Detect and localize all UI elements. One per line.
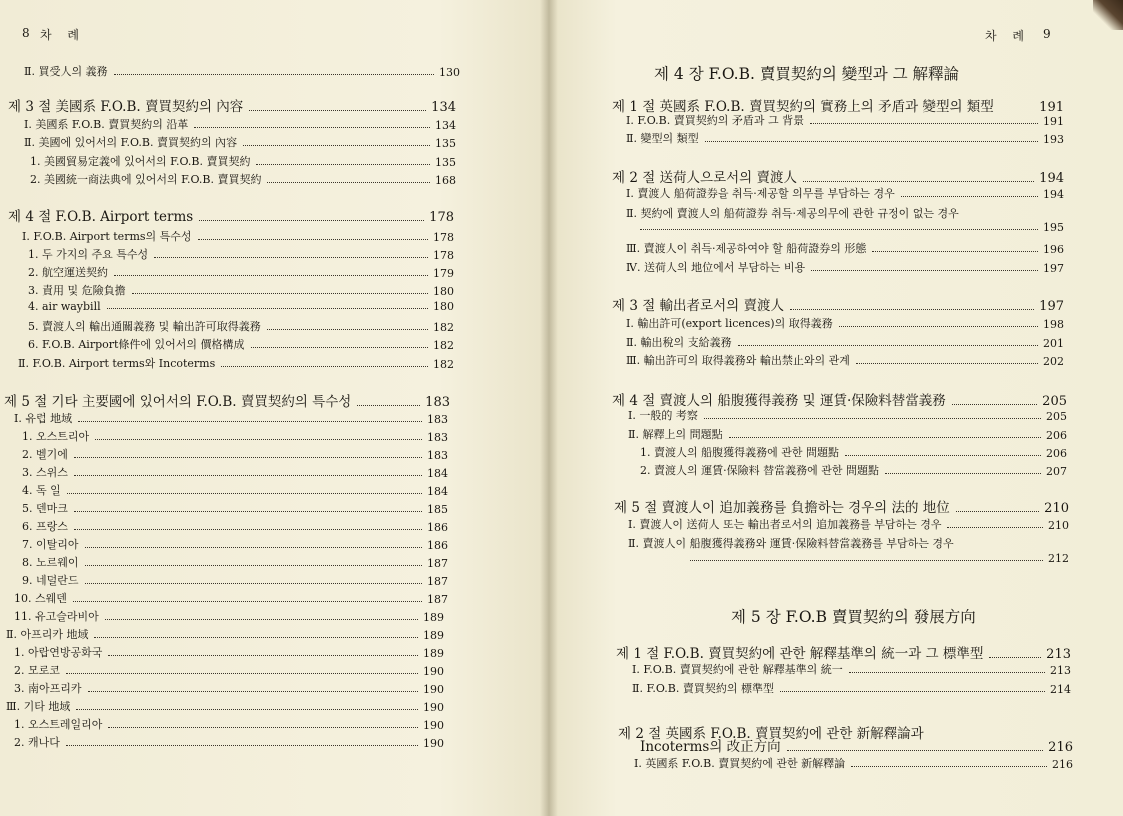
- section-title: 제 5 절 기타 主要國에 있어서의 F.O.B. 賣買契約의 특수성: [4, 394, 352, 410]
- toc-section: [8, 95, 456, 115]
- toc-entry: [30, 153, 456, 169]
- section-title: 제 3 절 輸出者로서의 賣渡人: [612, 298, 784, 314]
- toc-section: [616, 642, 1071, 662]
- entry-title: 9. 네덜란드: [22, 574, 79, 587]
- entry-title: 4. air waybill: [28, 300, 101, 313]
- toc-entry: [22, 518, 448, 534]
- toc-entry: [28, 246, 454, 262]
- entry-page: 190: [423, 737, 444, 750]
- entry-title: 2. 벨기에: [22, 448, 68, 461]
- toc-entry: Ⅱ. 賣渡人이 船腹獲得義務와 運賃·保險料替當義務를 부담하는 경우: [628, 537, 954, 550]
- section-title: 제 2 절 送荷人으로서의 賣渡人: [612, 170, 797, 186]
- toc-entry: [626, 112, 1064, 128]
- toc-entry: [14, 716, 444, 732]
- entry-title: 2. 캐나다: [14, 736, 60, 749]
- entry-title: Ⅲ. 기타 地域: [6, 700, 71, 713]
- entry-title: Ⅲ. 輸出許可의 取得義務와 輸出禁止와의 관계: [626, 354, 850, 367]
- section-title: 제 4 절 F.O.B. Airport terms: [8, 209, 194, 225]
- entry-page: 186: [427, 521, 448, 534]
- toc-entry: [14, 410, 448, 426]
- entry-page: 189: [423, 629, 444, 642]
- entry-title: Ⅱ. 買受人의 義務: [24, 65, 108, 78]
- entry-page: 198: [1043, 318, 1064, 331]
- right-running-head: 차 례: [985, 29, 1030, 43]
- entry-page: 186: [427, 539, 448, 552]
- entry-page: 183: [425, 395, 450, 410]
- toc-entry: [22, 536, 448, 552]
- toc-entry: [626, 315, 1064, 331]
- entry-page: 191: [1043, 115, 1064, 128]
- entry-title: 4. 독 일: [22, 484, 61, 497]
- entry-page: 135: [435, 137, 456, 150]
- entry-page: 178: [433, 249, 454, 262]
- entry-page: 216: [1052, 758, 1073, 771]
- toc-entry: [640, 462, 1067, 478]
- toc-entry: [634, 755, 1073, 771]
- entry-page: 178: [433, 231, 454, 244]
- toc-entry: [14, 590, 448, 606]
- entry-title: Ⅰ. 賣渡人 船荷證券을 취득·제공할 의무를 부담하는 경우: [626, 187, 895, 200]
- toc-entry: Ⅱ. 契約에 賣渡人의 船荷證券 취득·제공의무에 관한 규정이 없는 경우: [626, 207, 959, 220]
- entry-page: 135: [435, 156, 456, 169]
- entry-page: 183: [427, 431, 448, 444]
- entry-page: 205: [1042, 394, 1067, 409]
- toc-section: [612, 294, 1064, 314]
- entry-title: 6. 프랑스: [22, 520, 68, 533]
- entry-page: 183: [427, 449, 448, 462]
- left-page-number: 8: [22, 26, 36, 40]
- toc-entry-continuation: [690, 552, 1069, 565]
- entry-title: 5. 賣渡人의 輸出通關義務 및 輸出許可取得義務: [28, 320, 261, 333]
- toc-entry: [22, 500, 448, 516]
- entry-page: 190: [423, 701, 444, 714]
- entry-title: 2. 美國統一商法典에 있어서의 F.O.B. 賣買契約: [30, 173, 262, 186]
- entry-page: 187: [427, 593, 448, 606]
- entry-title: 2. 航空運送契約: [28, 266, 108, 279]
- entry-page: 197: [1039, 299, 1064, 314]
- entry-page: 185: [427, 503, 448, 516]
- entry-title: Ⅱ. F.O.B. 賣買契約의 標準型: [632, 682, 774, 695]
- entry-page: 213: [1050, 664, 1071, 677]
- chapter-4-title: 제 4 장 F.O.B. 賣買契約의 變型과 그 解釋論: [654, 65, 960, 83]
- entry-page: 197: [1043, 262, 1064, 275]
- toc-entry: [24, 134, 456, 150]
- entry-title: Ⅲ. 賣渡人이 취득·제공하여야 할 船荷證券의 形態: [626, 242, 867, 255]
- entry-title: Ⅰ. 輸出許可(export licences)의 取得義務: [626, 317, 833, 330]
- entry-page: 190: [423, 665, 444, 678]
- toc-entry: [28, 282, 454, 298]
- chapter-5-title: 제 5 장 F.O.B 賣買契約의 發展方向: [731, 608, 976, 626]
- entry-page: 182: [433, 321, 454, 334]
- toc-entry: [14, 608, 444, 624]
- entry-page: 184: [427, 485, 448, 498]
- entry-page: 168: [435, 174, 456, 187]
- toc-entry: [28, 264, 454, 280]
- entry-page: 179: [433, 267, 454, 280]
- toc-entry: [640, 444, 1067, 460]
- entry-page: 190: [423, 683, 444, 696]
- toc-entry: [626, 352, 1064, 368]
- entry-title: Ⅱ. 美國에 있어서의 F.O.B. 賣買契約의 內容: [24, 136, 238, 149]
- toc-entry: [22, 428, 448, 444]
- entry-page: 189: [423, 611, 444, 624]
- entry-title: Ⅰ. F.O.B. 賣買契約에 관한 解釋基準의 統一: [632, 663, 843, 676]
- toc-entry: [628, 407, 1067, 423]
- entry-page: 194: [1039, 171, 1064, 186]
- entry-title: Ⅱ. 變型의 類型: [626, 132, 699, 145]
- entry-title: 8. 노르웨이: [22, 556, 79, 569]
- toc-entry: [24, 116, 456, 132]
- toc-entry: [22, 554, 448, 570]
- toc-entry: [18, 355, 454, 371]
- left-running-head: 차 례: [40, 28, 85, 42]
- entry-page: 196: [1043, 243, 1064, 256]
- toc-entry: [632, 661, 1071, 677]
- section-title: 제 5 절 賣渡人이 追加義務를 負擔하는 경우의 法的 地位: [614, 500, 950, 516]
- entry-title: 2. 賣渡人의 運賃·保險料 替當義務에 관한 問題點: [640, 464, 879, 477]
- entry-page: 134: [435, 119, 456, 132]
- entry-title: 10. 스웨덴: [14, 592, 67, 605]
- right-page-number: 9: [1043, 27, 1057, 41]
- toc-entry: [626, 240, 1064, 256]
- section-title: 제 1 절 F.O.B. 賣買契約에 관한 解釋基準의 統一과 그 標準型: [616, 646, 984, 662]
- entry-title: 2. 모로코: [14, 664, 60, 677]
- toc-section: [8, 205, 454, 225]
- entry-page: 213: [1046, 647, 1071, 662]
- entry-title: Ⅰ. 유럽 地域: [14, 412, 73, 425]
- entry-page: 180: [433, 300, 454, 313]
- entry-title: Ⅱ. 輸出稅의 支給義務: [626, 336, 732, 349]
- toc-entry: [24, 63, 460, 79]
- section-title: 제 3 절 美國系 F.O.B. 賣買契約의 內容: [8, 99, 244, 115]
- toc-entry: [14, 680, 444, 696]
- toc-entry-continuation: [640, 221, 1064, 234]
- entry-title: Ⅱ. 아프리카 地域: [6, 628, 89, 641]
- toc-entry: [28, 336, 454, 352]
- toc-entry: [632, 680, 1071, 696]
- toc-entry: [22, 572, 448, 588]
- toc-entry: [22, 482, 448, 498]
- entry-title: Ⅰ. 美國系 F.O.B. 賣買契約의 沿革: [24, 118, 189, 131]
- entry-page: 134: [431, 100, 456, 115]
- entry-title: 3. 責用 및 危險負擔: [28, 284, 126, 297]
- toc-section: [614, 496, 1069, 516]
- entry-title: 7. 이탈리아: [22, 538, 79, 551]
- entry-page: 210: [1044, 501, 1069, 516]
- entry-title: Ⅳ. 送荷人의 地位에서 부담하는 비용: [626, 261, 806, 274]
- entry-page: 201: [1043, 337, 1064, 350]
- entry-title: Ⅰ. 賣渡人이 送荷人 또는 輸出者로서의 追加義務를 부담하는 경우: [628, 518, 942, 531]
- entry-page: 205: [1046, 410, 1067, 423]
- toc-entry: [14, 734, 444, 750]
- toc-entry: [14, 644, 444, 660]
- entry-title: 1. 오스트리아: [22, 430, 90, 443]
- toc-section-continuation: Incoterms의 改正方向 216: [640, 739, 1073, 755]
- entry-title: 3. 南아프리카: [14, 682, 82, 695]
- toc-section: [4, 390, 450, 410]
- entry-title: 1. 美國貿易定義에 있어서의 F.O.B. 賣買契約: [30, 155, 251, 168]
- entry-page: 195: [1043, 221, 1064, 234]
- entry-title: 1. 두 가지의 주요 특수성: [28, 248, 149, 261]
- book-gutter: [540, 0, 558, 816]
- section-title: 제 1 절 英國系 F.O.B. 賣買契約의 實務上의 矛盾과 變型의 類型: [612, 99, 994, 115]
- entry-page: 180: [433, 285, 454, 298]
- toc-entry: [30, 171, 456, 187]
- entry-page: 187: [427, 575, 448, 588]
- entry-page: 193: [1043, 133, 1064, 146]
- toc-entry: [626, 185, 1064, 201]
- entry-title: 5. 덴마크: [22, 502, 68, 515]
- toc-entry: [626, 259, 1064, 275]
- toc-entry: [28, 318, 454, 334]
- entry-page: 212: [1048, 552, 1069, 565]
- entry-page: 183: [427, 413, 448, 426]
- entry-page: 184: [427, 467, 448, 480]
- toc-section: 제 2 절 英國系 F.O.B. 賣買契約에 관한 新解釋論과: [618, 726, 924, 742]
- entry-title: Ⅰ. 一般的 考察: [628, 409, 698, 422]
- entry-page: 214: [1050, 683, 1071, 696]
- entry-page: 194: [1043, 188, 1064, 201]
- entry-page: 182: [433, 339, 454, 352]
- entry-page: 206: [1046, 429, 1067, 442]
- entry-title: Ⅰ. F.O.B. Airport terms의 특수성: [22, 230, 192, 243]
- entry-page: 182: [433, 358, 454, 371]
- entry-title: 1. 오스트레일리아: [14, 718, 103, 731]
- toc-entry: [6, 698, 444, 714]
- section-title: 제 4 절 賣渡人의 船腹獲得義務 및 運賃·保險料替當義務: [612, 393, 946, 409]
- entry-page: 190: [423, 719, 444, 732]
- cover-corner: [1093, 0, 1123, 30]
- entry-title: Ⅱ. F.O.B. Airport terms와 Incoterms: [18, 357, 216, 370]
- entry-page: 191: [1039, 100, 1064, 115]
- toc-section: [612, 389, 1067, 409]
- entry-title: Ⅰ. 英國系 F.O.B. 賣買契約에 관한 新解釋論: [634, 757, 846, 770]
- toc-entry: [28, 300, 454, 313]
- toc-entry: [626, 334, 1064, 350]
- entry-page: 206: [1046, 447, 1067, 460]
- entry-title: 3. 스위스: [22, 466, 68, 479]
- entry-title: 1. 아랍연방공화국: [14, 646, 103, 659]
- entry-title: Ⅰ. F.O.B. 賣買契約의 矛盾과 그 背景: [626, 114, 805, 127]
- toc-entry: [628, 516, 1069, 532]
- entry-title: 11. 유고슬라비아: [14, 610, 99, 623]
- entry-page: 189: [423, 647, 444, 660]
- entry-title: 6. F.O.B. Airport條件에 있어서의 價格構成: [28, 338, 245, 351]
- entry-page: 130: [439, 66, 460, 79]
- entry-page: 178: [429, 210, 454, 225]
- entry-title: Ⅱ. 解釋上의 問題點: [628, 428, 723, 441]
- entry-title: 1. 賣渡人의 船腹獲得義務에 관한 問題點: [640, 446, 839, 459]
- entry-page: 187: [427, 557, 448, 570]
- toc-entry: [628, 426, 1067, 442]
- entry-page: 210: [1048, 519, 1069, 532]
- toc-entry: [6, 626, 444, 642]
- toc-entry: [22, 228, 454, 244]
- toc-entry: [14, 662, 444, 678]
- entry-page: 207: [1046, 465, 1067, 478]
- toc-entry: [22, 464, 448, 480]
- toc-entry: [22, 446, 448, 462]
- entry-page: 216: [1048, 740, 1073, 755]
- toc-section: [612, 166, 1064, 186]
- toc-entry: [626, 130, 1064, 146]
- entry-page: 202: [1043, 355, 1064, 368]
